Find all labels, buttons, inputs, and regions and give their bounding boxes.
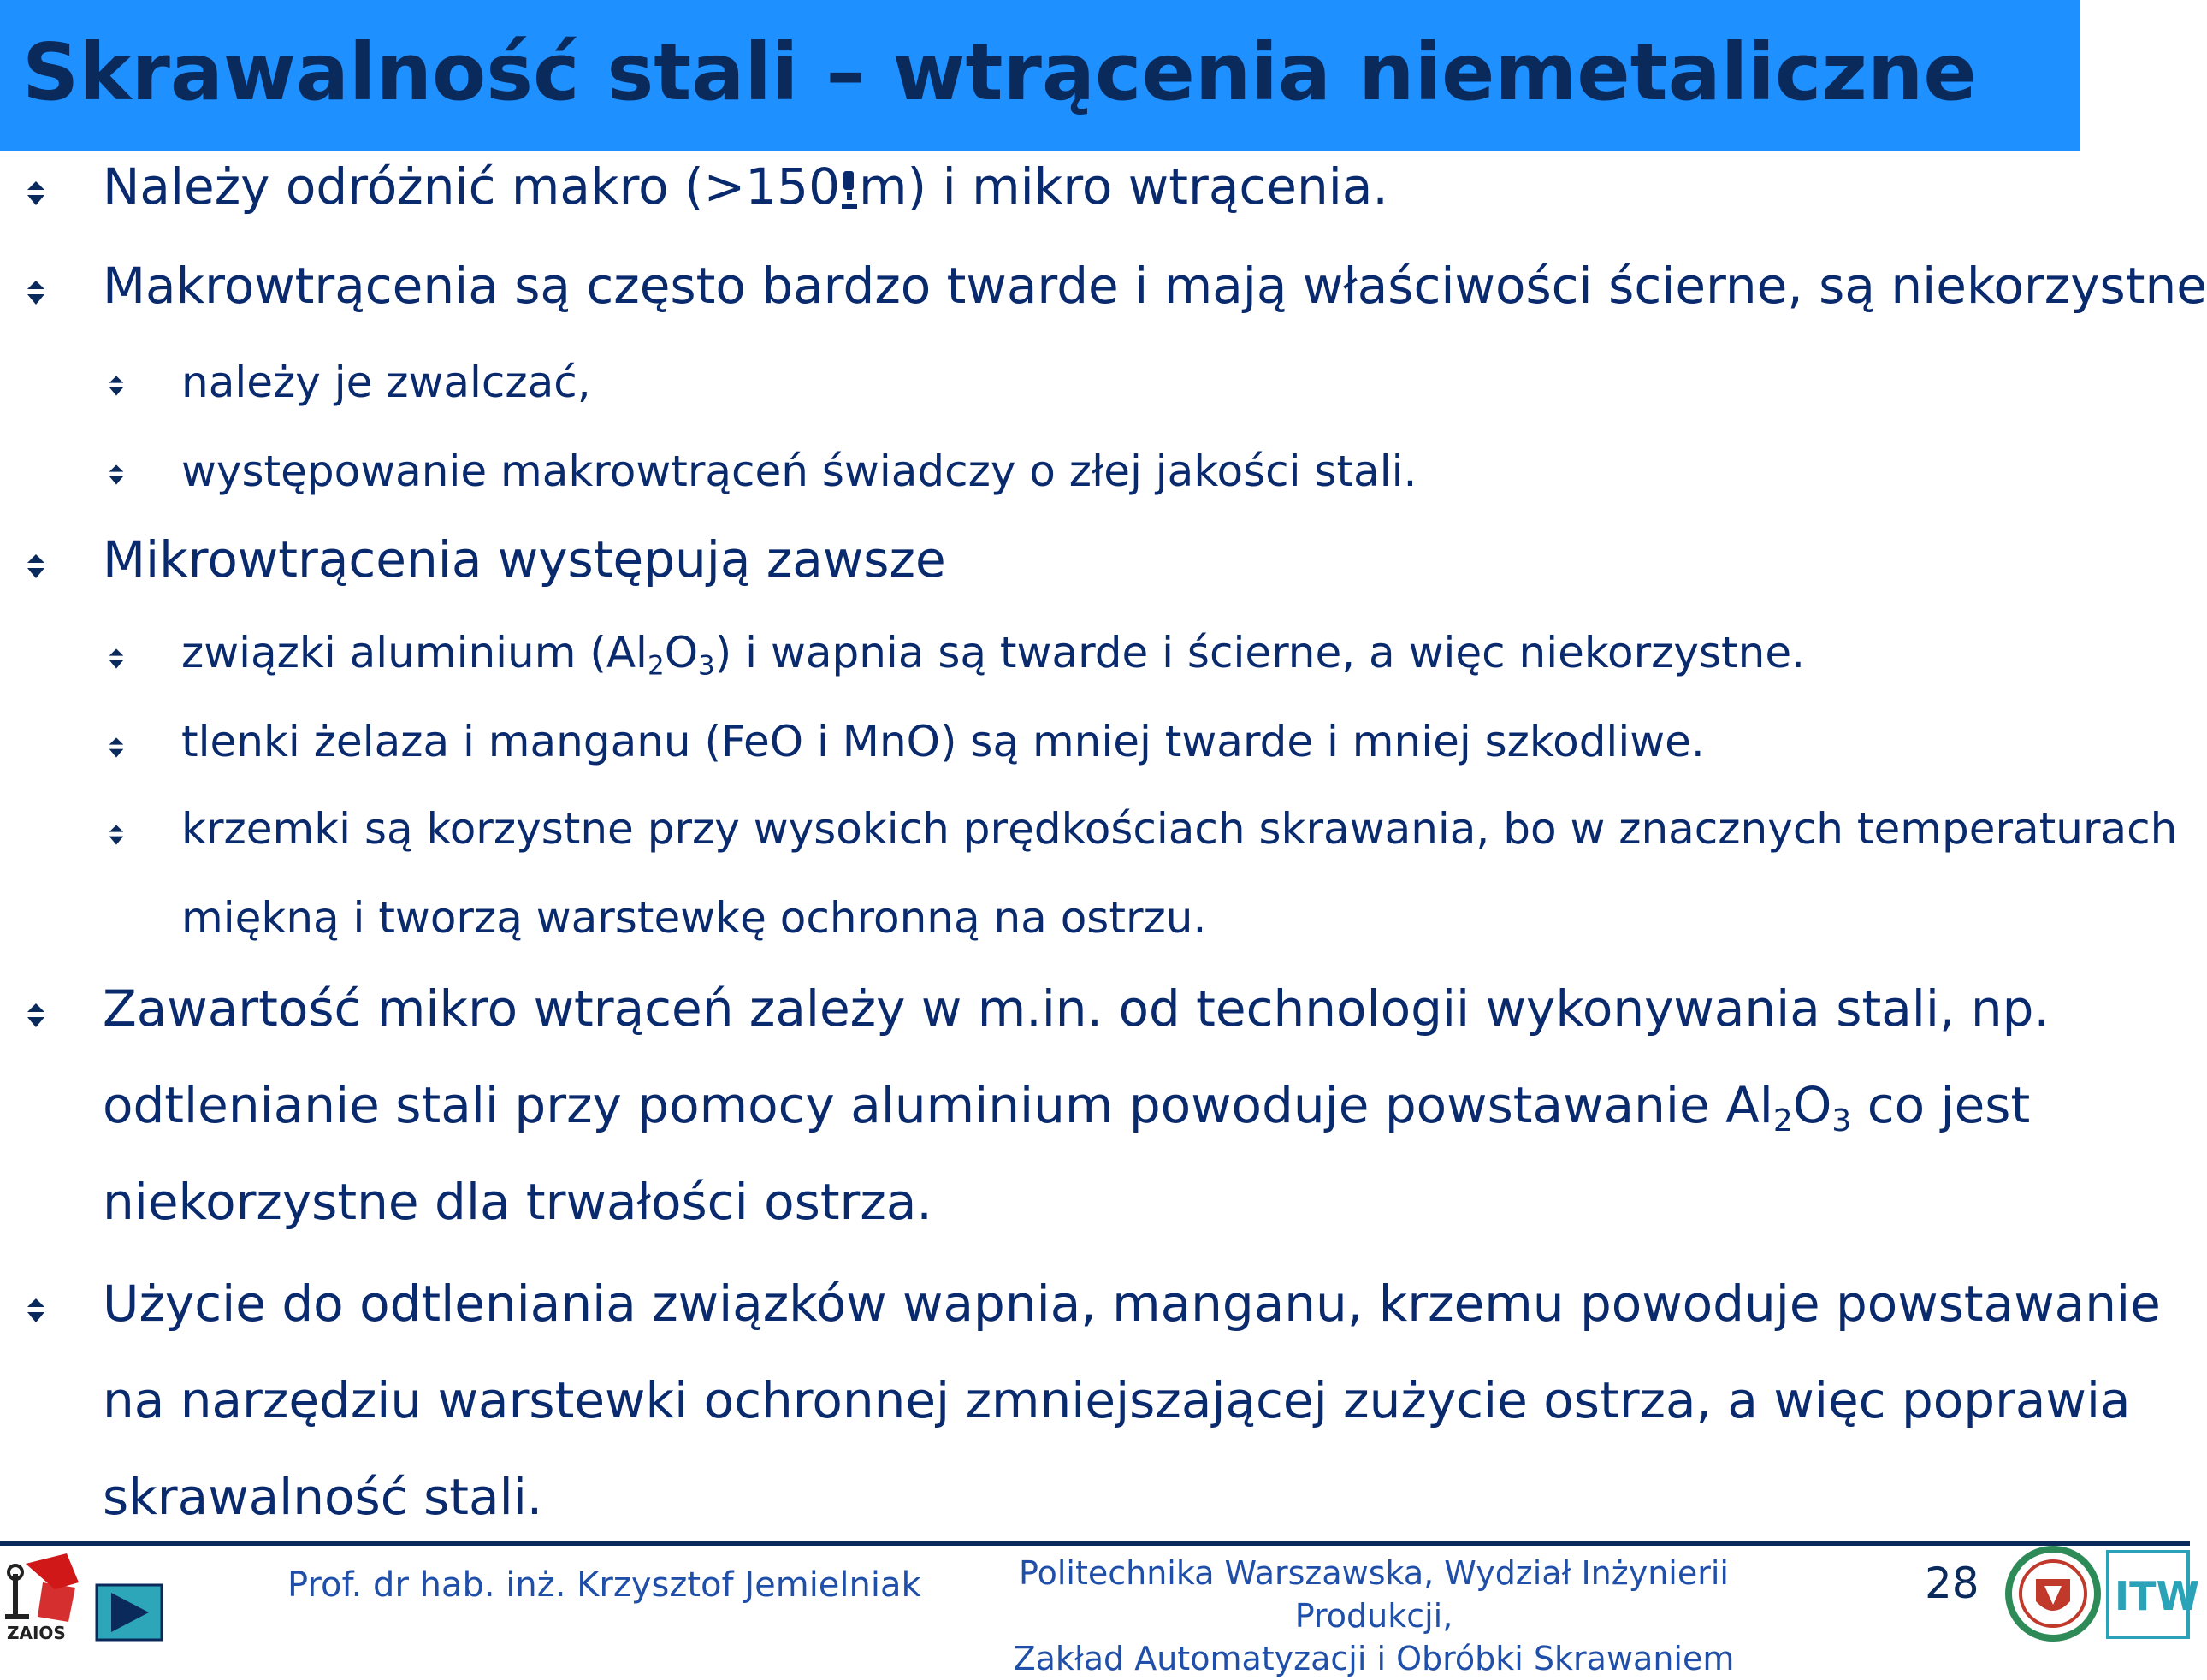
text-part: ) i wapnia są twarde i ścierne, a więc niekorzystne. — [714, 628, 1805, 677]
diamond-bullet-icon — [108, 824, 125, 846]
bullet-item-4-line-1: Zawartość mikro wtrąceń zależy w m.in. od technologii wykonywania stali, np. — [103, 979, 2050, 1038]
footer-author: Prof. dr hab. inż. Krzysztof Jemielniak — [287, 1565, 921, 1605]
title-bar — [0, 0, 2080, 151]
text-part: O — [1792, 1076, 1832, 1134]
bullet-item-1 — [103, 157, 1388, 216]
diamond-bullet-icon — [108, 464, 125, 486]
bullet-item-3c-line-1: krzemki są korzystne przy wysokich prędkościach skrawania, bo w znacznych temperaturach — [181, 804, 2178, 854]
diamond-bullet-icon — [108, 648, 125, 670]
footer-institution-line-2: Zakład Automatyzacji i Obróbki Skrawaniem — [1013, 1640, 1735, 1677]
diamond-bullet-icon — [26, 1003, 46, 1028]
zaios-logo — [0, 1548, 91, 1642]
subscript: 3 — [1831, 1103, 1852, 1139]
bullet-item-4-line-3: niekorzystne dla trwałości ostrza. — [103, 1173, 932, 1231]
pw-crest-logo — [2002, 1545, 2104, 1642]
footer-institution — [946, 1552, 1802, 1680]
bullet-item-4-line-2 — [103, 1076, 2031, 1139]
subscript: 2 — [647, 650, 665, 682]
diamond-bullet-icon — [26, 180, 46, 206]
bullet-item-3b: tlenki żelaza i manganu (FeO i MnO) są mniej twarde i mniej szkodliwe. — [181, 717, 1705, 766]
diamond-bullet-icon — [108, 736, 125, 759]
bullet-item-5-line-3: skrawalność stali. — [103, 1468, 543, 1526]
bullet-item-3c-line-2: miękną i tworzą warstewkę ochronną na ostrzu. — [181, 893, 1207, 943]
bullet-item-5-line-2: na narzędziu warstewki ochronnej zmniejszającej zużycie ostrza, a więc poprawia — [103, 1371, 2131, 1429]
bullet-item-5-line-1: Użycie do odtleniania związków wapnia, manganu, krzemu powoduje powstawanie — [103, 1275, 2161, 1333]
micro-symbol-icon — [840, 163, 859, 212]
subscript: 2 — [1772, 1103, 1793, 1139]
bullet-item-1-text-b: m) i mikro wtrącenia. — [859, 157, 1388, 216]
svg-text:ZAIOS: ZAIOS — [7, 1623, 66, 1643]
bullet-item-3a — [181, 628, 1805, 682]
subscript: 3 — [698, 650, 715, 682]
svg-text:ITW: ITW — [2115, 1573, 2200, 1619]
diamond-bullet-icon — [26, 280, 46, 305]
bullet-item-2a: należy je zwalczać, — [181, 358, 591, 407]
page-number: 28 — [1925, 1559, 1979, 1608]
text-part: co jest — [1851, 1076, 2031, 1134]
text-part: odtlenianie stali przy pomocy aluminium powoduje powstawanie Al — [103, 1076, 1773, 1134]
text-part: związki aluminium (Al — [181, 628, 648, 677]
bullet-item-2b: występowanie makrowtrąceń świadczy o złej jakości stali. — [181, 447, 1417, 496]
bullet-item-2: Makrowtrącenia są często bardzo twarde i mają właściwości ścierne, są niekorzystne — [103, 257, 2207, 315]
play-button[interactable] — [96, 1584, 163, 1641]
bullet-item-1-text-a: Należy odróżnić makro (>150 — [103, 157, 840, 216]
text-part: O — [664, 628, 699, 677]
diamond-bullet-icon — [26, 553, 46, 579]
footer-divider — [0, 1541, 2190, 1546]
bullet-item-3: Mikrowtrącenia występują zawsze — [103, 530, 946, 589]
slide-title: Skrawalność stali – wtrącenia niemetaliczne — [22, 27, 1977, 118]
diamond-bullet-icon — [108, 375, 125, 397]
itw-logo — [2106, 1550, 2200, 1639]
play-button-icon — [96, 1584, 163, 1641]
footer-institution-line-1: Politechnika Warszawska, Wydział Inżynierii Produkcji, — [1019, 1554, 1729, 1635]
diamond-bullet-icon — [26, 1298, 46, 1323]
